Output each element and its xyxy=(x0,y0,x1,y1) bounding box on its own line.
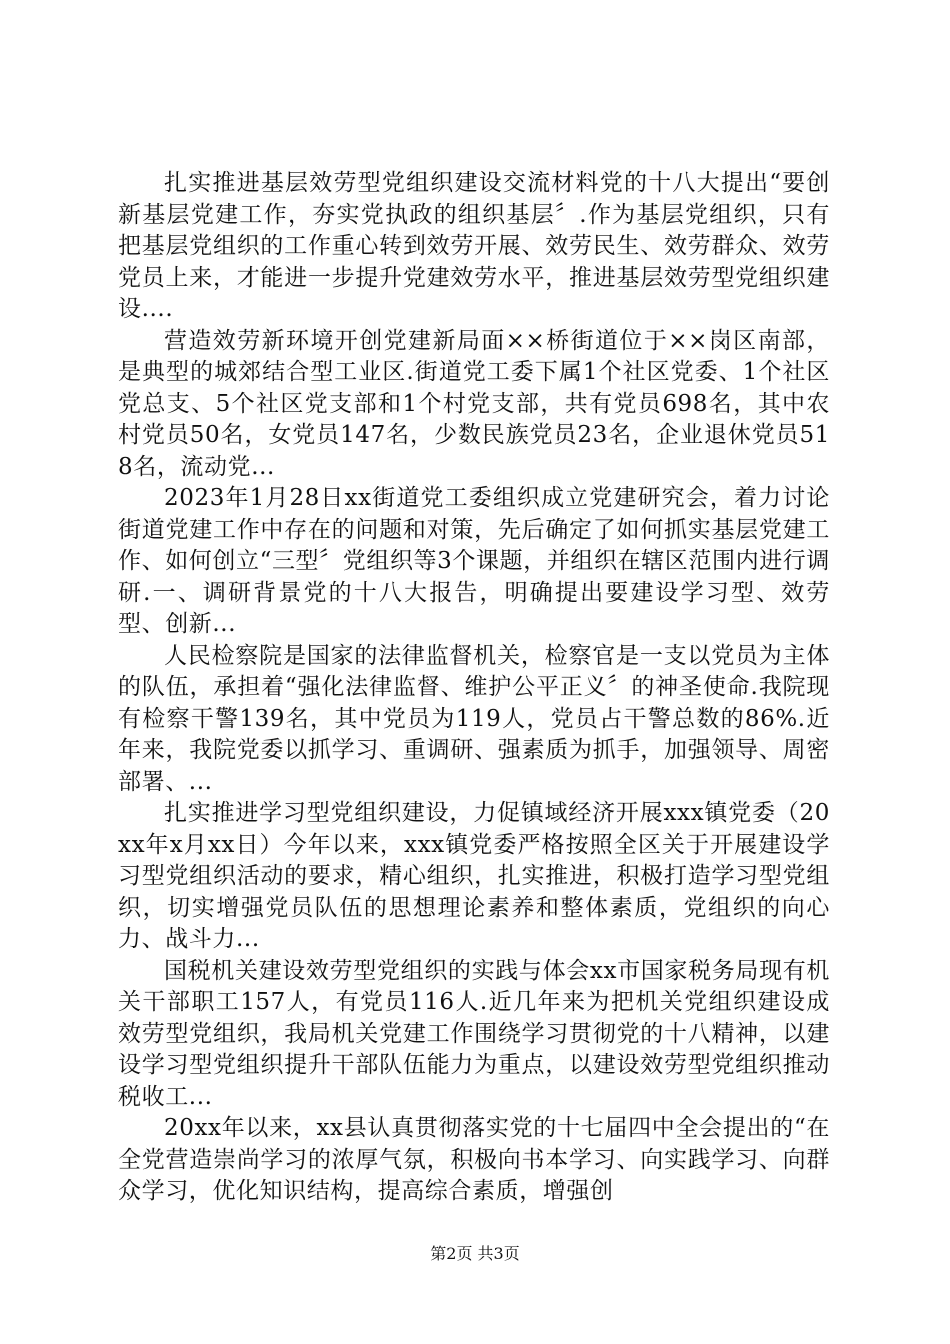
paragraph-6: 国税机关建设效劳型党组织的实践与体会xx市国家税务局现有机关干部职工157人，有党员116人.近几年来为把机关党组织建设成效劳型党组织，我局机关党建工作围绕学习贯彻党的十八精神，以建设学习型党组织提升干部队伍能力为重点，以建设效劳型党组织推动税收工... xyxy=(118,957,830,1110)
page-number-footer: 第2页 共3页 xyxy=(430,1244,520,1263)
paragraph-4: 人民检察院是国家的法律监督机关，检察官是一支以党员为主体的队伍，承担着“强化法律监督、维护公平正义〞的神圣使命.我院现有检察干警139名，其中党员为119人，党员占干警总数的86%.近年来，我院党委以抓学习、重调研、强素质为抓手，加强领导、周密部署、... xyxy=(118,642,830,795)
paragraph-1: 扎实推进基层效劳型党组织建设交流材料党的十八大提出“要创新基层党建工作，夯实党执政的组织基层〞.作为基层党组织，只有把基层党组织的工作重心转到效劳开展、效劳民生、效劳群众、效劳党员上来，才能进一步提升党建效劳水平，推进基层效劳型党组织建设.... xyxy=(118,170,830,322)
document-body xyxy=(118,168,830,1208)
paragraph-2: 营造效劳新环境开创党建新局面××桥街道位于××岗区南部，是典型的城郊结合型工业区.街道党工委下属1个社区党委、1个社区党总支、5个社区党支部和1个村党支部，共有党员698名，其中农村党员50名，女党员147名，少数民族党员23名，企业退休党员518名，流动党... xyxy=(118,327,830,480)
paragraph-3: 2023年1月28日xx街道党工委组织成立党建研究会，着力讨论街道党建工作中存在的问题和对策，先后确定了如何抓实基层党建工作、如何创立“三型〞党组织等3个课题，并组织在辖区范围内进行调研.一、调研背景党的十八大报告，明确提出要建设学习型、效劳型、创新... xyxy=(118,485,830,637)
paragraph-7: 20xx年以来，xx县认真贯彻落实党的十七届四中全会提出的“在全党营造崇尚学习的浓厚气氛，积极向书本学习、向实践学习、向群众学习，优化知识结构，提高综合素质，增强创 xyxy=(118,1115,830,1204)
paragraph-5: 扎实推进学习型党组织建设，力促镇域经济开展xxx镇党委（20xx年x月xx日）今年以来，xxx镇党委严格按照全区关于开展建设学习型党组织活动的要求，精心组织，扎实推进，积极打造学习型党组织，切实增强党员队伍的思想理论素养和整体素质，党组织的向心力、战斗力... xyxy=(118,800,830,952)
